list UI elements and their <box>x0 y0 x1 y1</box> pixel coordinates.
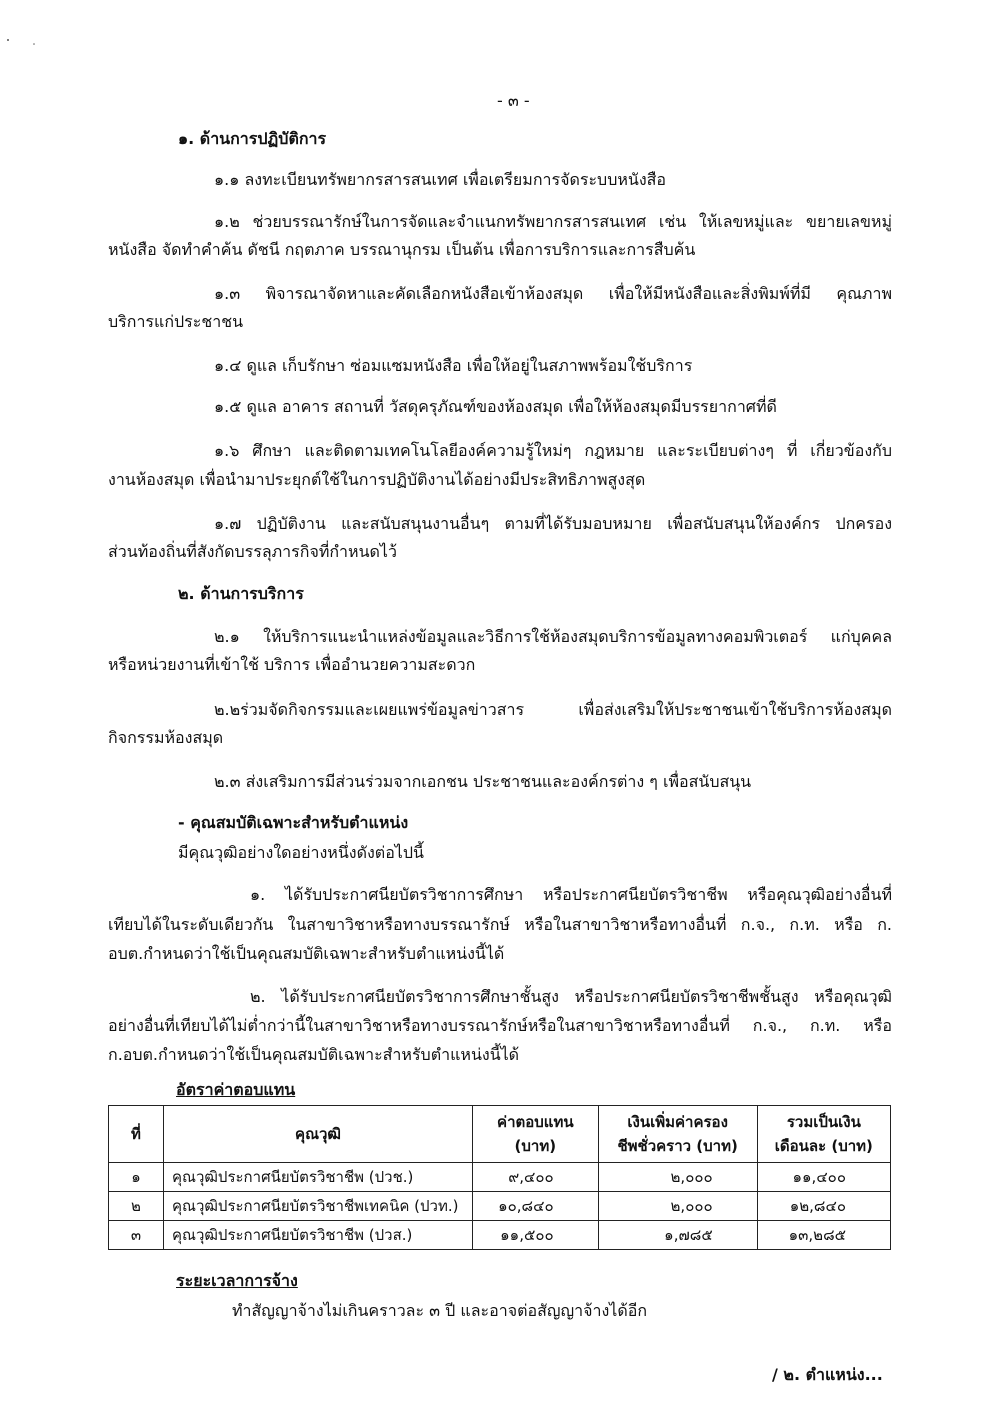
cell-no: ๓ <box>109 1221 164 1250</box>
qual-2-line1: ๒. ได้รับประกาศนียบัตรวิชาการศึกษาชั้นสูง หรือประกาศนียบัตรวิชาชีพชั้นสูง หรือคุณวุฒิ <box>250 987 892 1006</box>
col-header-total-line1: รวมเป็นเงิน <box>786 1113 861 1131</box>
item-1-1: ๑.๑ ลงทะเบียนทรัพยากรสารสนเทศ เพื่อเตรียมการจัดระบบหนังสือ <box>214 170 667 189</box>
item-1-2-line2: หนังสือ จัดทำคำค้น ดัชนี กฤตภาค บรรณานุกรม เป็นต้น เพื่อการบริการและการสืบค้น <box>108 240 696 259</box>
scan-specks <box>0 0 60 60</box>
item-2-1-line1: ๒.๑ ให้บริการแนะนำแหล่งข้อมูลและวิธีการใช้ห้องสมุดบริการข้อมูลทางคอมพิวเตอร์ แก่บุคคล <box>214 627 892 646</box>
col-header-total-line2: เดือนละ (บาท) <box>774 1137 873 1155</box>
col-header-pay-line1: ค่าตอบแทน <box>497 1113 574 1131</box>
cell-allowance: ๒,๐๐๐ <box>598 1192 757 1221</box>
col-header-qualification: คุณวุฒิ <box>164 1106 473 1163</box>
item-2-1-line2: หรือหน่วยงานที่เข้าใช้ บริการ เพื่ออำนวยความสะดวก <box>108 655 476 674</box>
item-2-2-line2: กิจกรรมห้องสมุด <box>108 728 224 747</box>
item-1-7-line1: ๑.๗ ปฏิบัติงาน และสนับสนุนงานอื่นๆ ตามที่ได้รับมอบหมาย เพื่อสนับสนุนให้องค์กร ปกครอง <box>214 514 892 533</box>
compensation-table <box>108 1105 891 1250</box>
item-1-7-line2: ส่วนท้องถิ่นที่สังกัดบรรลุภารกิจที่กำหนดไว้ <box>108 542 397 561</box>
table-row <box>109 1221 891 1250</box>
cell-no: ๑ <box>109 1163 164 1192</box>
item-1-2-line1: ๑.๒ ช่วยบรรณารักษ์ในการจัดและจำแนกทรัพยากรสารสนเทศ เช่น ให้เลขหมู่และ ขยายเลขหมู่ <box>214 212 892 231</box>
employment-period-heading: ระยะเวลาการจ้าง <box>176 1271 298 1290</box>
cell-qualification: คุณวุฒิประกาศนียบัตรวิชาชีพเทคนิค (ปวท.) <box>164 1192 473 1221</box>
item-1-6-line1: ๑.๖ ศึกษา และติดตามเทคโนโลยีองค์ความรู้ใหม่ๆ กฎหมาย และระเบียบต่างๆ ที่ เกี่ยวข้องกับ <box>214 441 892 460</box>
qualifications-intro: มีคุณวุฒิอย่างใดอย่างหนึ่งดังต่อไปนี้ <box>178 843 424 862</box>
employment-period-text: ทำสัญญาจ้างไม่เกินคราวละ ๓ ปี และอาจต่อสัญญาจ้างได้อีก <box>232 1301 648 1320</box>
item-2-2-line1: ๒.๒ร่วมจัดกิจกรรมและเผยแพร่ข้อมูลข่าวสาร เพื่อส่งเสริมให้ประชาชนเข้าใช้บริการห้องสมุด <box>214 700 892 719</box>
qualifications-heading: - คุณสมบัติเฉพาะสำหรับตำแหน่ง <box>178 813 409 832</box>
item-2-3: ๒.๓ ส่งเสริมการมีส่วนร่วมจากเอกชน ประชาชนและองค์กรต่าง ๆ เพื่อสนับสนุน <box>214 772 752 791</box>
col-header-allowance-line1: เงินเพิ่มค่าครอง <box>627 1113 728 1131</box>
col-header-no: ที่ <box>109 1106 164 1163</box>
qual-1-line1: ๑. ได้รับประกาศนียบัตรวิชาการศึกษา หรือประกาศนียบัตรวิชาชีพ หรือคุณวุฒิอย่างอื่นที่ <box>250 885 892 904</box>
cell-total: ๑๑,๔๐๐ <box>757 1163 890 1192</box>
cell-pay: ๑๑,๕๐๐ <box>473 1221 599 1250</box>
col-header-allowance-line2: ชีพชั่วคราว (บาท) <box>617 1137 738 1155</box>
cell-pay: ๙,๔๐๐ <box>473 1163 599 1192</box>
qual-2-line3: ก.อบต.กำหนดว่าใช้เป็นคุณสมบัติเฉพาะสำหรับตำแหน่งนี้ได้ <box>108 1045 520 1064</box>
continuation-note: / ๒. ตำแหน่ง... <box>772 1365 883 1384</box>
cell-total: ๑๓,๒๘๕ <box>757 1221 890 1250</box>
cell-allowance: ๒,๐๐๐ <box>598 1163 757 1192</box>
cell-pay: ๑๐,๘๔๐ <box>473 1192 599 1221</box>
cell-qualification: คุณวุฒิประกาศนียบัตรวิชาชีพ (ปวส.) <box>164 1221 473 1250</box>
table-row <box>109 1192 891 1221</box>
cell-no: ๒ <box>109 1192 164 1221</box>
item-1-4: ๑.๔ ดูแล เก็บรักษา ซ่อมแซมหนังสือ เพื่อให้อยู่ในสภาพพร้อมใช้บริการ <box>214 356 693 375</box>
table-row <box>109 1163 891 1192</box>
item-1-6-line2: งานห้องสมุด เพื่อนำมาประยุกต์ใช้ในการปฏิบัติงานได้อย่างมีประสิทธิภาพสูงสุด <box>108 470 646 489</box>
col-header-allowance <box>598 1106 757 1163</box>
section1-heading: ๑. ด้านการปฏิบัติการ <box>178 129 327 148</box>
col-header-total <box>757 1106 890 1163</box>
col-header-pay <box>473 1106 599 1163</box>
qual-2-line2: อย่างอื่นที่เทียบได้ไม่ต่ำกว่านี้ในสาขาวิชาหรือทางบรรณารักษ์หรือในสาขาวิชาหรือทางอื่นที่ ก.จ., ก.ท. หรือ <box>108 1016 892 1035</box>
qual-1-line3: อบต.กำหนดว่าใช้เป็นคุณสมบัติเฉพาะสำหรับตำแหน่งนี้ได้ <box>108 944 505 963</box>
page-number: - ๓ - <box>497 91 530 110</box>
cell-total: ๑๒,๘๔๐ <box>757 1192 890 1221</box>
table-header-row <box>109 1106 891 1163</box>
compensation-heading: อัตราค่าตอบแทน <box>176 1080 296 1099</box>
col-header-pay-line2: (บาท) <box>514 1137 557 1155</box>
cell-qualification: คุณวุฒิประกาศนียบัตรวิชาชีพ (ปวช.) <box>164 1163 473 1192</box>
item-1-3-line2: บริการแก่ประชาชน <box>108 312 243 331</box>
cell-allowance: ๑,๗๘๕ <box>598 1221 757 1250</box>
item-1-3-line1: ๑.๓ พิจารณาจัดหาและคัดเลือกหนังสือเข้าห้องสมุด เพื่อให้มีหนังสือและสิ่งพิมพ์ที่มี คุณภาพ <box>214 284 892 303</box>
section2-heading: ๒. ด้านการบริการ <box>178 584 304 603</box>
qual-1-line2: เทียบได้ในระดับเดียวกัน ในสาขาวิชาหรือทางบรรณารักษ์ หรือในสาขาวิชาหรือทางอื่นที่ ก.จ., ก.ท. หรือ ก. <box>108 915 892 934</box>
item-1-5: ๑.๕ ดูแล อาคาร สถานที่ วัสดุครุภัณฑ์ของห้องสมุด เพื่อให้ห้องสมุดมีบรรยากาศที่ดี <box>214 397 777 416</box>
